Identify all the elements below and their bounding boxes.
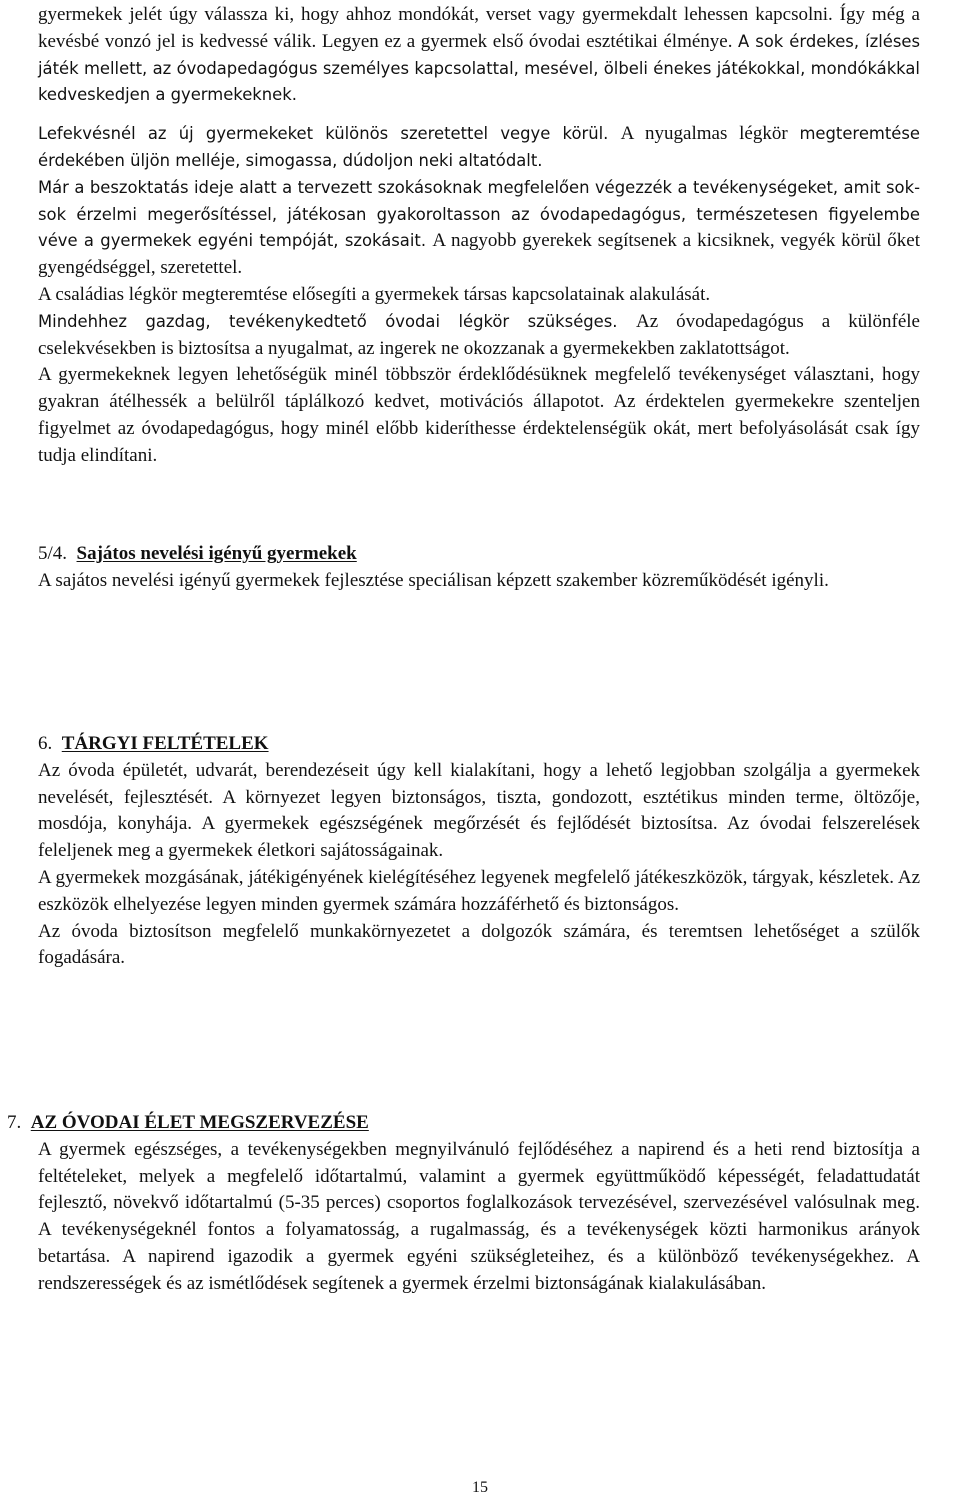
intro-paragraph-1 xyxy=(38,2,920,109)
section-number: 7. xyxy=(7,1112,22,1133)
section-6-paragraph-1: Az óvoda épületét, udvarát, berendezéseit úgy kell kialakítani, hogy a lehető legjobban szolgálja a gyermekek nevelését, fejlesztését. A környezet legyen biztonságos, tiszta, gondozott, esztétikus minden terme, öltözője, mosdója, konyhája. A gyermekek egészségének megőrzését és fejlődését biztosítsa. Az óvodai felszerelések feleljenek meg a gyermekek életkori sajátosságainak. xyxy=(38,759,920,862)
intro-text-run: Az óvodapedagógus a különféle cselekvésekben is biztosítsa a nyugalmat, az ingerek ne okozzanak a gyermekekben zaklatottságot. xyxy=(38,310,920,359)
section-6-heading xyxy=(38,731,920,758)
section-7 xyxy=(7,1110,920,1298)
intro-text-run: gyermekek jelét úgy válassza ki, hogy ahhoz mondókát, verset vagy gyermekdalt lehessen kapcsolni. Így még a kevésbé vonzó jel is kedvessé válik. Legyen ez a gyermek első óvodai esztétikai élménye. xyxy=(38,4,920,52)
section-7-paragraph-1: A gyermek egészséges, a tevékenységekben megnyilvánuló fejlődéséhez a napirend és a heti rend biztosítja a feltételeket, melyek a megfelelő időtartalmú, valamint a gyermek együttműködő képességét, feladattudatát fejlesztő, növekvő időtartalmú (5-35 perces) csoportos foglalkozások tervezésével, szervezésével valósulnak meg. A tevékenységeknél fontos a folyamatosság, a rugalmasság, és a tevékenységek közti harmonikus arányok betartása. A napirend igazodik a gyermek egyéni szükségleteihez, és a különböző tevékenységekhez. A rendszerességek és az ismétlődések segítenek a gyermek érzelmi biztonságának kialakulásában. xyxy=(38,1138,920,1294)
section-number: 5/4. xyxy=(38,543,68,564)
section-number: 6. xyxy=(38,733,53,754)
page-number: 15 xyxy=(472,1479,488,1496)
intro-paragraph-3 xyxy=(38,175,920,282)
section-6 xyxy=(38,731,920,972)
section-5-4 xyxy=(38,541,920,595)
section-title: AZ ÓVODAI ÉLET MEGSZERVEZÉSE xyxy=(30,1112,369,1133)
section-title: TÁRGYI FELTÉTELEK xyxy=(61,733,269,754)
intro-text-run: A nyugalmas légkör xyxy=(620,123,800,145)
intro-paragraph-2 xyxy=(38,121,920,175)
intro-paragraph-6: A gyermekeknek legyen lehetőségük minél többször érdeklődésüknek megfelelő tevékenységet választani, hogy gyakran átélhessék a belülről táplálkozó kedvet, motivációs állapotot. Az érdektelen gyermekekre szenteljen figyelmet az óvodapedagógus, hogy minél előbb kideríthesse érdektelenségük okát, mert befolyásolását csak így tudja elindítani. xyxy=(38,364,920,466)
intro-paragraph-4: A családias légkör megteremtése elősegíti a gyermekek társas kapcsolatainak alakulását. xyxy=(38,283,711,305)
section-6-paragraph-2: A gyermekek mozgásának, játékigényének kielégítéséhez legyenek megfelelő játékeszközök, tárgyak, készletek. Az eszközök elhelyezése legyen minden gyermek számára hozzáférhető és biztonságos. xyxy=(38,866,920,915)
section-7-heading xyxy=(7,1110,920,1137)
intro-text-run: A nagyobb gyerekek segítsenek a kicsiknek, vegyék körül őket gyengédséggel, szeretettel. xyxy=(38,230,920,279)
section-5-4-heading xyxy=(38,541,920,568)
intro-text-run: Mindehhez gazdag, tevékenykedtető óvodai légkör szükséges. xyxy=(38,311,636,331)
section-5-4-body: A sajátos nevelési igényű gyermekek fejlesztése speciálisan képzett szakember közreműködését igényli. xyxy=(38,569,829,591)
intro-text-run: megteremtése érdekében üljön melléje, simogassa, dúdoljon neki altatódalt. xyxy=(38,124,920,170)
section-title: Sajátos nevelési igényű gyermekek xyxy=(76,543,357,564)
intro-paragraph-5 xyxy=(38,309,920,363)
intro-text-run: Lefekvésnél az új gyermekeket különös szeretettel vegye körül. xyxy=(38,124,621,144)
section-6-paragraph-3: Az óvoda biztosítson megfelelő munkakörnyezetet a dolgozók számára, és teremtsen lehetőséget a szülők fogadására. xyxy=(38,920,920,969)
intro-text-run: Már a beszoktatás ideje alatt a tervezett szokásoknak megfelelően végezzék a tevékenységeket, amit sok-sok érzelmi megerősítéssel, játékosan gyakoroltasson az óvodapedagógus, természetesen figyelembe véve a gyermekek egyéni tempóját, szokásait. xyxy=(38,177,920,251)
intro-text-run: A sok érdekes, ízléses játék mellett, az óvodapedagógus személyes kapcsolattal, mesével, ölbeli énekes játékokkal, mondókákkal kedveskedjen a gyermekeknek. xyxy=(38,31,921,105)
intro-text xyxy=(38,2,920,470)
